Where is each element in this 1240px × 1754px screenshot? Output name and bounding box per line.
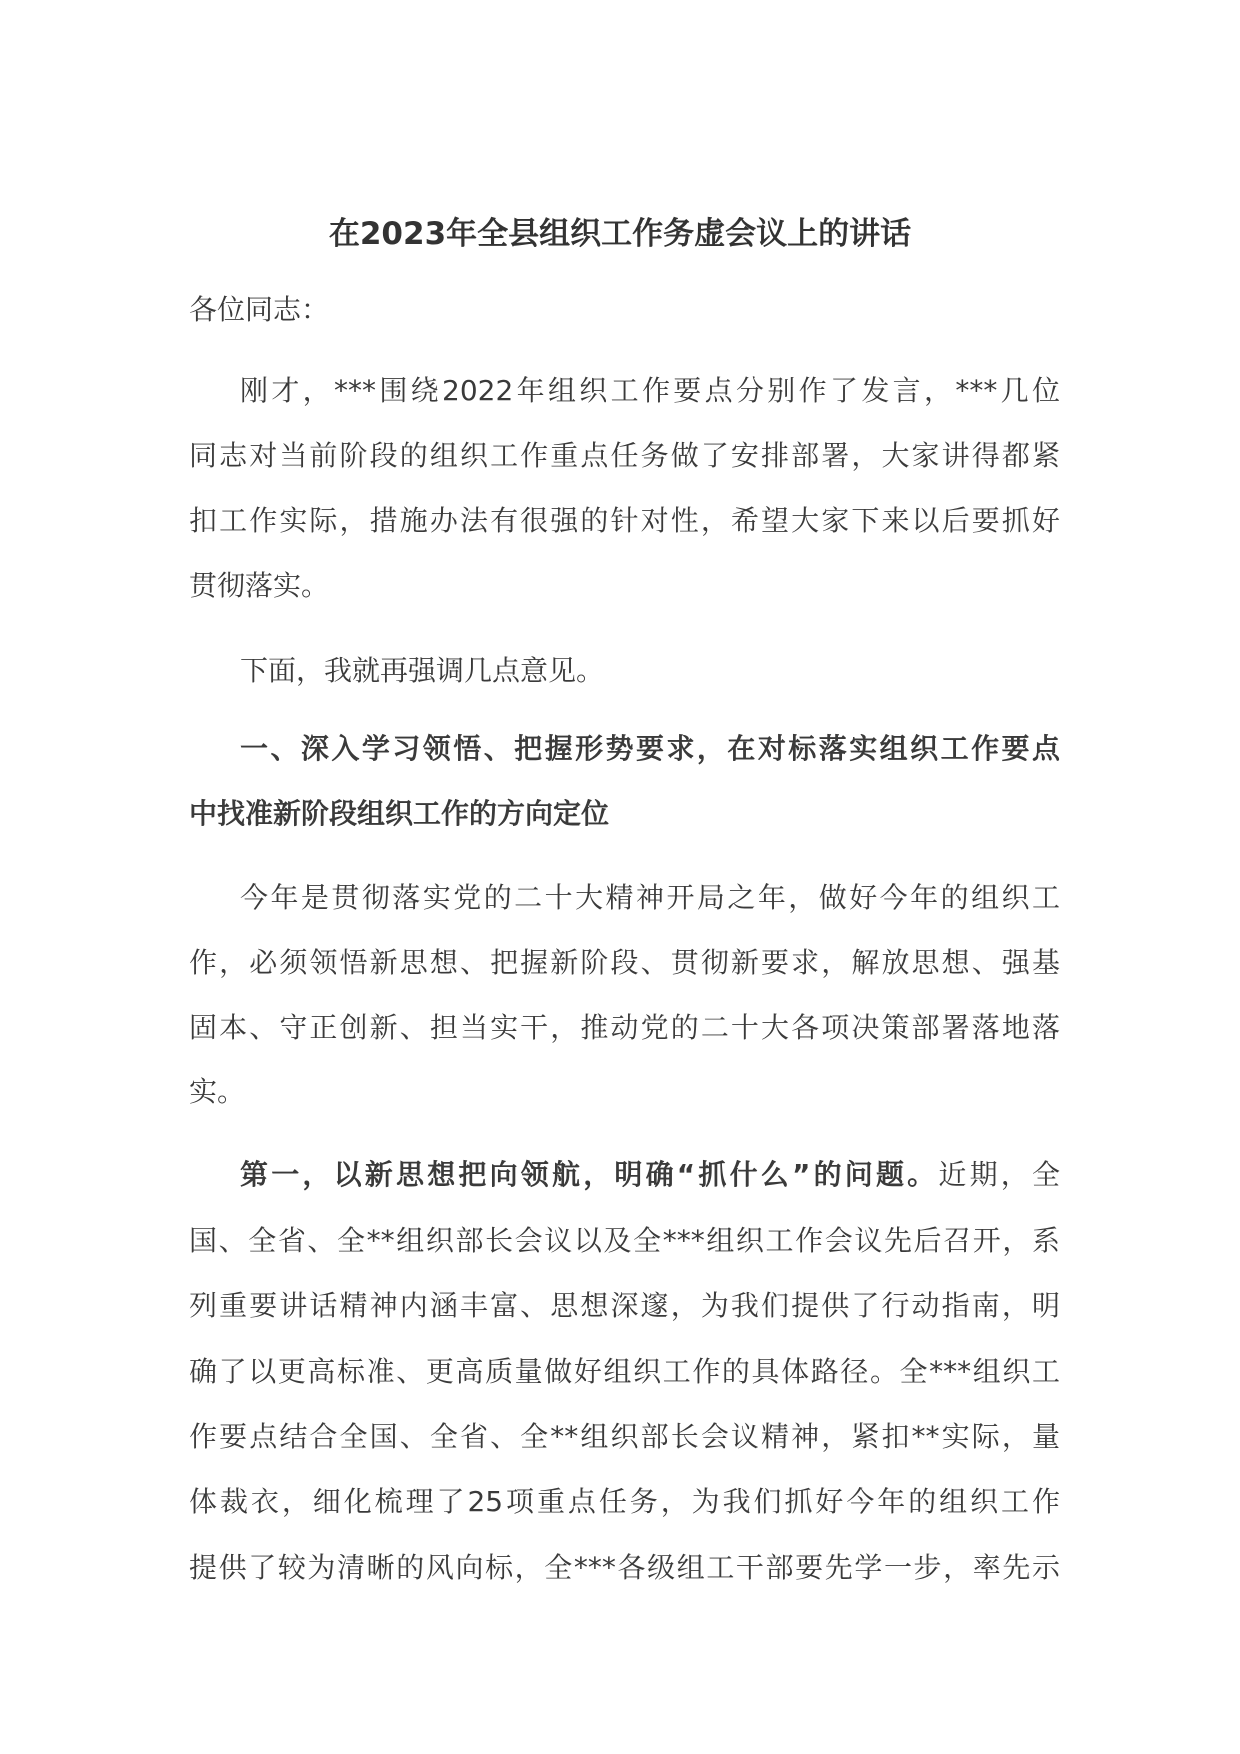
paragraph-line: 国、全省、全**组织部长会议以及全***组织工作会议先后召开，系 — [189, 1224, 1060, 1257]
lead-rest: 近期，全 — [938, 1158, 1060, 1191]
paragraph-line: 作要点结合全国、全省、全**组织部长会议精神，紧扣**实际，量 — [189, 1420, 1060, 1453]
paragraph-line: 同志对当前阶段的组织工作重点任务做了安排部署，大家讲得都紧 — [189, 439, 1060, 472]
paragraph-line — [240, 1155, 1060, 1195]
section-heading: 中找准新阶段组织工作的方向定位 — [189, 797, 610, 830]
document-title: 在2023年全县组织工作务虚会议上的讲话 — [328, 216, 912, 252]
paragraph-line: 实。 — [189, 1075, 246, 1108]
paragraph-line: 列重要讲话精神内涵丰富、思想深邃，为我们提供了行动指南，明 — [189, 1289, 1060, 1322]
paragraph-line: 下面，我就再强调几点意见。 — [240, 654, 605, 687]
paragraph-line: 体裁衣，细化梳理了25项重点任务，为我们抓好今年的组织工作 — [189, 1485, 1060, 1518]
paragraph-line: 作，必须领悟新思想、把握新阶段、贯彻新要求，解放思想、强基 — [189, 946, 1060, 979]
bold-lead: 第一，以新思想把向领航，明确“抓什么”的问题。 — [240, 1158, 939, 1191]
paragraph-line: 刚才，***围绕2022年组织工作要点分别作了发言，***几位 — [240, 374, 1060, 407]
paragraph-line: 今年是贯彻落实党的二十大精神开局之年，做好今年的组织工 — [240, 881, 1060, 914]
paragraph-line: 固本、守正创新、担当实干，推动党的二十大各项决策部署落地落 — [189, 1011, 1060, 1044]
paragraph-line: 确了以更高标准、更高质量做好组织工作的具体路径。全***组织工 — [189, 1355, 1060, 1388]
paragraph-line: 贯彻落实。 — [189, 569, 330, 602]
greeting: 各位同志： — [189, 293, 330, 326]
paragraph-line: 提供了较为清晰的风向标，全***各级组工干部要先学一步，率先示 — [189, 1551, 1060, 1584]
paragraph-line: 扣工作实际，措施办法有很强的针对性，希望大家下来以后要抓好 — [189, 504, 1060, 537]
section-heading: 一、深入学习领悟、把握形势要求，在对标落实组织工作要点 — [240, 732, 1060, 765]
